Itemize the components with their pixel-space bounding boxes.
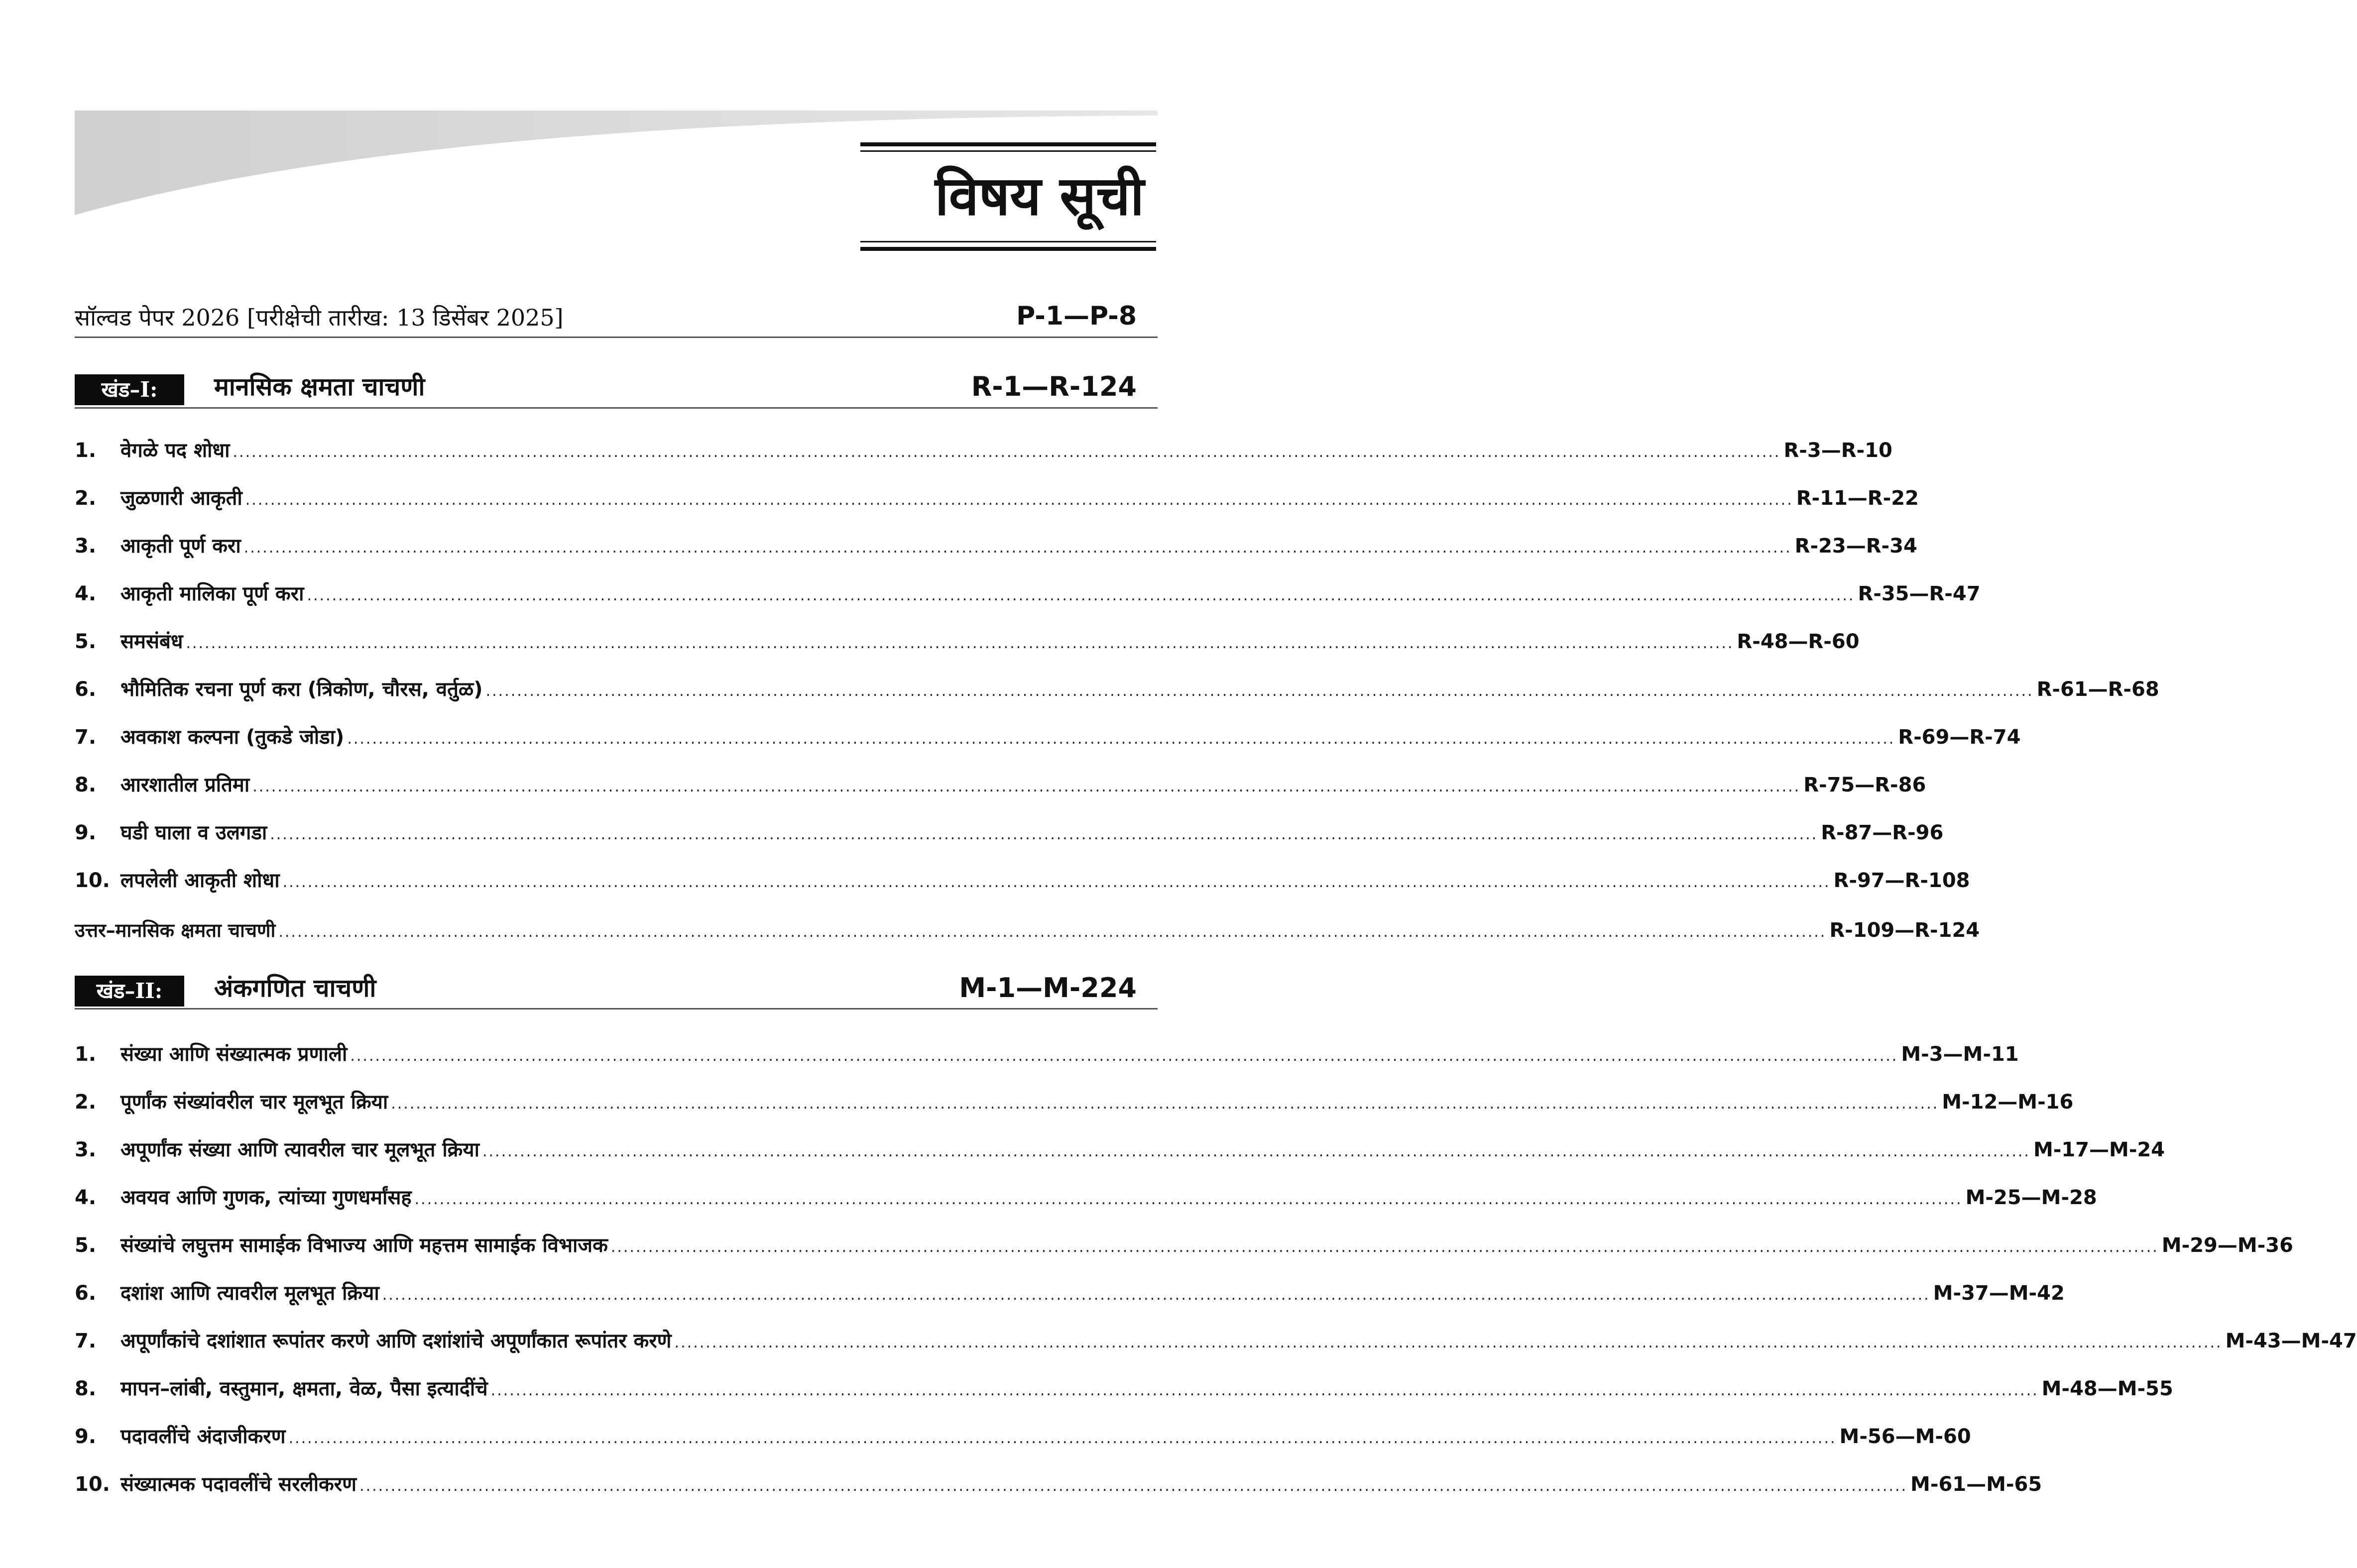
solved-paper-label: सॉल्वड पेपर 2026 [परीक्षेची तारीख: 13 डिसेंबर 2025] [75, 304, 564, 331]
section-badge: खंड–I: [75, 374, 184, 405]
toc-item-label: आकृती मालिका पूर्ण करा [120, 582, 304, 605]
toc-item[interactable] [75, 1086, 2074, 1118]
toc-item-number: 4. [75, 582, 97, 605]
toc-item-number: 8. [75, 774, 97, 796]
section-pages: M-1—M-224 [959, 972, 1137, 1004]
toc-item[interactable] [75, 1182, 2097, 1214]
toc-item-number: 6. [75, 1282, 97, 1305]
toc-item-label: दशांश आणि त्यावरील मूलभूत क्रिया [120, 1282, 379, 1305]
toc-item[interactable] [75, 626, 1860, 658]
toc-item-label: पदावलींचे अंदाजीकरण [120, 1425, 286, 1448]
toc-item-pages: M-25—M-28 [1965, 1186, 2097, 1209]
toc-item-number: 7. [75, 1330, 97, 1352]
toc-item-label: समसंबंध [120, 630, 183, 653]
toc-item-pages: R-61—R-68 [2036, 678, 2159, 701]
leader-dots: ........................................................................................................................................................................................................................................................ [414, 1191, 1963, 1208]
toc-item-label: अपूर्णांकांचे दशांशात रूपांतर करणे आणि दशांशांचे अपूर्णांकात रूपांतर करणे [120, 1330, 672, 1352]
toc-item-number: 2. [75, 1091, 97, 1114]
title-top-rule-thin [860, 150, 1156, 152]
leader-dots: ........................................................................................................................................................................................................................................................ [610, 1238, 2159, 1256]
leader-dots: ........................................................................................................................................................................................................................................................ [270, 826, 1818, 843]
toc-item-number: 8. [75, 1377, 97, 1400]
toc-item-number: 4. [75, 1186, 97, 1209]
leader-dots: ........................................................................................................................................................................................................................................................ [243, 539, 1792, 557]
title-block [860, 142, 1156, 254]
toc-item[interactable] [75, 1421, 1971, 1453]
toc-item-number: 3. [75, 535, 97, 558]
leader-dots: ........................................................................................................................................................................................................................................................ [245, 491, 1793, 509]
divider [75, 1008, 1158, 1009]
toc-answers-item[interactable] [75, 914, 1980, 946]
toc-item[interactable] [75, 1038, 2019, 1070]
toc-item[interactable] [75, 1134, 2165, 1166]
leader-dots: ........................................................................................................................................................................................................................................................ [288, 1430, 1837, 1447]
leader-dots: ........................................................................................................................................................................................................................................................ [307, 587, 1855, 604]
toc-item-number: 2. [75, 487, 97, 510]
leader-dots: ........................................................................................................................................................................................................................................................ [282, 874, 1831, 891]
toc-item-label: लपलेली आकृती शोधा [120, 869, 280, 892]
toc-item-number: 5. [75, 630, 97, 653]
toc-item-label: अपूर्णांक संख्या आणि त्यावरील चार मूलभूत क्रिया [120, 1138, 479, 1161]
title-top-rule [860, 142, 1156, 146]
toc-item[interactable] [75, 578, 1981, 610]
toc-item[interactable] [75, 673, 2159, 705]
toc-item-label: संख्यांचे लघुत्तम सामाईक विभाज्य आणि महत्तम सामाईक विभाजक [120, 1234, 608, 1257]
toc-item-label: आरशातील प्रतिमा [120, 774, 250, 796]
leader-dots: ........................................................................................................................................................................................................................................................ [482, 1143, 2030, 1160]
toc-item-pages: M-37—M-42 [1933, 1282, 2065, 1305]
toc-item-pages: M-56—M-60 [1839, 1425, 1971, 1448]
divider [75, 407, 1158, 409]
toc-item-pages: R-69—R-74 [1898, 726, 2021, 749]
toc-item[interactable] [75, 1325, 2357, 1357]
leader-dots: ........................................................................................................................................................................................................................................................ [347, 730, 1895, 748]
toc-item-pages: M-29—M-36 [2161, 1234, 2293, 1257]
leader-dots: ........................................................................................................................................................................................................................................................ [278, 923, 1827, 941]
toc-item-label: पूर्णांक संख्यांवरील चार मूलभूत क्रिया [120, 1091, 388, 1114]
toc-item[interactable] [75, 1230, 2293, 1261]
toc-item-number: 9. [75, 1425, 97, 1448]
section-pages: R-1—R-124 [971, 371, 1137, 402]
page-title: विषय सूची [935, 165, 1144, 227]
toc-item[interactable] [75, 1468, 2042, 1500]
leader-dots: ........................................................................................................................................................................................................................................................ [391, 1095, 1939, 1113]
toc-item-number: 1. [75, 1043, 97, 1066]
toc-item-number: 7. [75, 726, 97, 749]
section-badge: खंड–II: [75, 976, 184, 1007]
toc-item[interactable] [75, 1277, 2065, 1309]
title-bottom-rule [860, 247, 1156, 251]
toc-item-label: वेगळे पद शोधा [120, 439, 230, 462]
leader-dots: ........................................................................................................................................................................................................................................................ [252, 778, 1801, 795]
toc-item[interactable] [75, 817, 1944, 849]
toc-item-pages: R-3—R-10 [1783, 439, 1892, 462]
toc-item-pages: R-11—R-22 [1796, 487, 1919, 510]
leader-dots: ........................................................................................................................................................................................................................................................ [186, 635, 1734, 652]
toc-item-label: अवकाश कल्पना (तुकडे जोडा) [120, 726, 345, 749]
toc-item-pages: M-61—M-65 [1910, 1473, 2042, 1496]
toc-item[interactable] [75, 482, 1919, 514]
leader-dots: ........................................................................................................................................................................................................................................................ [485, 682, 2034, 700]
toc-item-pages: R-109—R-124 [1829, 919, 1980, 942]
section-title: मानसिक क्षमता चाचणी [214, 372, 425, 401]
toc-item-label: मापन–लांबी, वस्तुमान, क्षमता, वेळ, पैसा इत्यादींचे [120, 1377, 488, 1400]
toc-item-number: 3. [75, 1138, 97, 1161]
solved-paper-pages: P-1—P-8 [1016, 301, 1137, 331]
toc-item[interactable] [75, 721, 2021, 753]
toc-item-label: संख्यात्मक पदावलींचे सरलीकरण [120, 1473, 357, 1496]
leader-dots: ........................................................................................................................................................................................................................................................ [350, 1047, 1898, 1065]
toc-item-pages: R-87—R-96 [1821, 821, 1944, 844]
toc-item-pages: R-75—R-86 [1803, 774, 1926, 796]
divider [75, 336, 1158, 338]
toc-item-pages: R-35—R-47 [1858, 582, 1981, 605]
toc-item-pages: M-17—M-24 [2033, 1138, 2165, 1161]
toc-item-number: 10. [75, 869, 110, 892]
leader-dots: ........................................................................................................................................................................................................................................................ [359, 1477, 1908, 1495]
toc-item[interactable] [75, 435, 1892, 466]
toc-item-pages: M-43—M-47 [2225, 1330, 2357, 1352]
toc-item-number: 9. [75, 821, 97, 844]
toc-item-pages: R-23—R-34 [1794, 535, 1917, 558]
toc-item-number: 1. [75, 439, 97, 462]
leader-dots: ........................................................................................................................................................................................................................................................ [233, 444, 1781, 461]
toc-item-number: 10. [75, 1473, 110, 1496]
leader-dots: ........................................................................................................................................................................................................................................................ [674, 1334, 2223, 1351]
toc-item-number: 5. [75, 1234, 97, 1257]
leader-dots: ........................................................................................................................................................................................................................................................ [382, 1286, 1930, 1304]
section-title: अंकगणित चाचणी [214, 974, 376, 1003]
toc-item-label: जुळणारी आकृती [120, 487, 242, 510]
toc-item[interactable] [75, 769, 1926, 801]
toc-item[interactable] [75, 530, 1917, 562]
toc-item[interactable] [75, 1373, 2173, 1405]
toc-item-label: घडी घाला व उलगडा [120, 821, 267, 844]
toc-item-pages: R-97—R-108 [1833, 869, 1970, 892]
toc-item-pages: R-48—R-60 [1737, 630, 1860, 653]
toc-item-pages: M-48—M-55 [2041, 1377, 2173, 1400]
toc-item-pages: M-3—M-11 [1901, 1043, 2019, 1066]
toc-item-label: भौमितिक रचना पूर्ण करा (त्रिकोण, चौरस, वर्तुळ) [120, 678, 483, 701]
toc-item-pages: M-12—M-16 [1942, 1091, 2074, 1114]
toc-item-label: उत्तर–मानसिक क्षमता चाचणी [75, 919, 276, 941]
toc-item-label: अवयव आणि गुणक, त्यांच्या गुणधर्मांसह [120, 1186, 412, 1209]
title-bottom-rule-thin [860, 241, 1156, 242]
toc-item-number: 6. [75, 678, 97, 701]
toc-item-label: संख्या आणि संख्यात्मक प्रणाली [120, 1043, 348, 1066]
leader-dots: ........................................................................................................................................................................................................................................................ [490, 1382, 2039, 1399]
toc-item[interactable] [75, 865, 1970, 896]
toc-item-label: आकृती पूर्ण करा [120, 535, 241, 558]
